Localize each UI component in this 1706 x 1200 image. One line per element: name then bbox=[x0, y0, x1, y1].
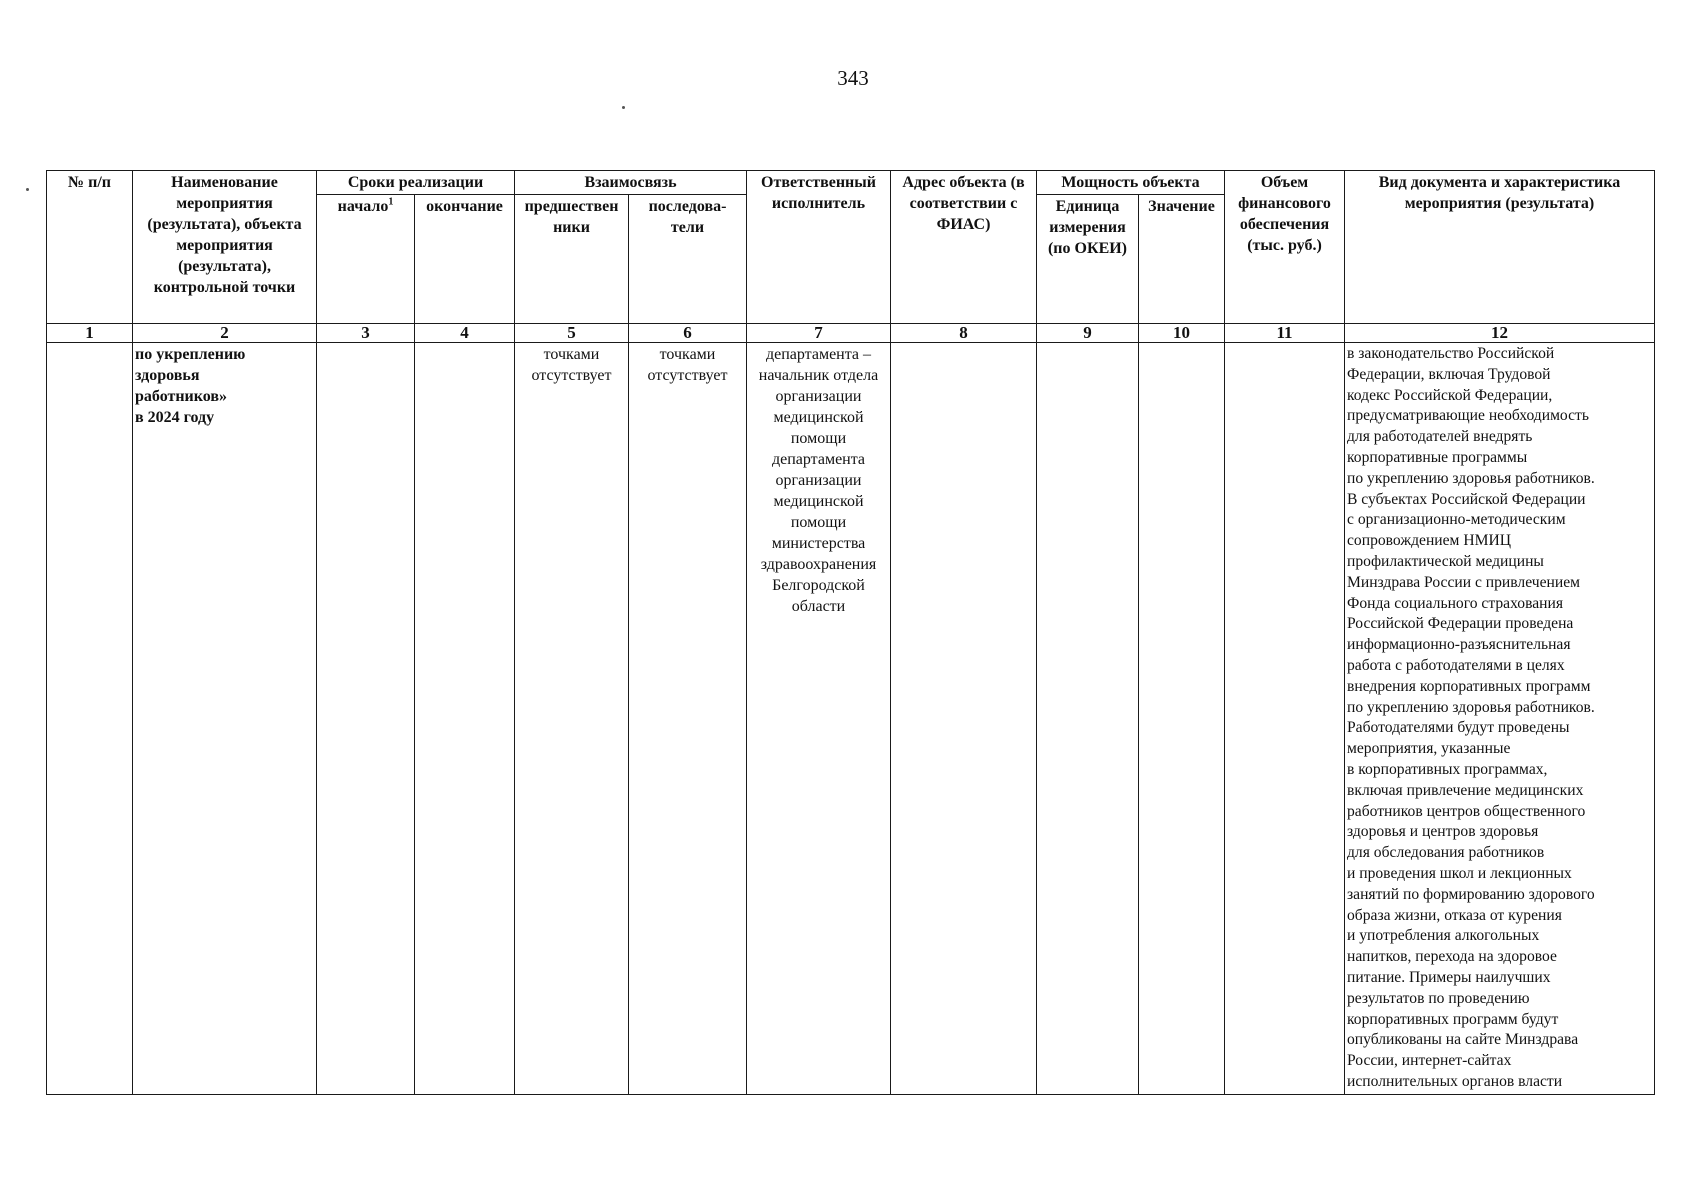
column-number: 11 bbox=[1225, 324, 1345, 343]
column-number: 8 bbox=[891, 324, 1037, 343]
column-number: 10 bbox=[1139, 324, 1225, 343]
header-name: Наименование мероприятия (результата), объекта мероприятия (результата), контрольной точки bbox=[133, 171, 317, 324]
header-row-top bbox=[47, 171, 1655, 195]
header-responsible: Ответственный исполнитель bbox=[747, 171, 891, 324]
page-number: 343 bbox=[837, 66, 869, 90]
column-number: 2 bbox=[133, 324, 317, 343]
header-start-label: начало bbox=[337, 198, 389, 215]
cell-unit bbox=[1037, 343, 1139, 1095]
cell-responsible: департамента – начальник отдела организации медицинской помощи департамента организации медицинской помощи министерства здравоохранения Белгородской области bbox=[747, 343, 891, 1095]
header-start bbox=[317, 195, 415, 324]
cell-end bbox=[415, 343, 515, 1095]
column-number: 9 bbox=[1037, 324, 1139, 343]
table-row bbox=[47, 343, 1655, 1095]
header-value: Значение bbox=[1139, 195, 1225, 324]
header-predecessors: предшествен ники bbox=[515, 195, 629, 324]
column-number: 7 bbox=[747, 324, 891, 343]
column-number: 5 bbox=[515, 324, 629, 343]
header-financing: Объем финансового обеспечения (тыс. руб.) bbox=[1225, 171, 1345, 324]
header-group-terms: Сроки реализации bbox=[317, 171, 515, 195]
header-document-type: Вид документа и характеристика мероприятия (результата) bbox=[1345, 171, 1655, 324]
scan-speck bbox=[26, 188, 29, 191]
cell-predecessors: точками отсутствует bbox=[515, 343, 629, 1095]
column-number-row bbox=[47, 324, 1655, 343]
cell-document-description: в законодательство Российской Федерации, включая Трудовой кодекс Российской Федерации, предусматривающие необходимость для работодателей внедрять корпоративные программы по укреплению здоровья работников. В субъектах Российской Федерации с организационно-методическим сопровождением НМИЦ профилактической медицины Минздрава России с привлечением Фонда социального страхования Российской Федерации проведена информационно-разъяснительная работа с работодателями в целях внедрения корпоративных программ по укреплению здоровья работников. Работодателями будут проведены мероприятия, указанные в корпоративных программах, включая привлечение медицинских работников центров общественного здоровья и центров здоровья для обследования работников и проведения школ и лекционных занятий по формированию здорового образа жизни, отказа от курения и употребления алкогольных напитков, перехода на здоровое питание. Примеры наилучших результатов по проведению корпоративных программ будут опубликованы на сайте Минздрава России, интернет-сайтах исполнительных органов власти bbox=[1345, 343, 1655, 1095]
column-number: 4 bbox=[415, 324, 515, 343]
activities-table bbox=[46, 170, 1655, 1095]
header-number: № п/п bbox=[47, 171, 133, 324]
cell-activity-name: по укреплению здоровья работников» в 2024 году bbox=[133, 343, 317, 1095]
column-number: 3 bbox=[317, 324, 415, 343]
header-group-relation: Взаимосвязь bbox=[515, 171, 747, 195]
header-address: Адрес объекта (в соответствии с ФИАС) bbox=[891, 171, 1037, 324]
footnote-marker: 1 bbox=[388, 196, 394, 208]
column-number: 12 bbox=[1345, 324, 1655, 343]
cell-address bbox=[891, 343, 1037, 1095]
cell-number bbox=[47, 343, 133, 1095]
header-end: окончание bbox=[415, 195, 515, 324]
column-number: 1 bbox=[47, 324, 133, 343]
cell-financing bbox=[1225, 343, 1345, 1095]
header-successors: последова- тели bbox=[629, 195, 747, 324]
scan-speck bbox=[622, 106, 625, 109]
header-group-capacity: Мощность объекта bbox=[1037, 171, 1225, 195]
cell-successors: точками отсутствует bbox=[629, 343, 747, 1095]
column-number: 6 bbox=[629, 324, 747, 343]
cell-start bbox=[317, 343, 415, 1095]
cell-value bbox=[1139, 343, 1225, 1095]
header-unit: Единица измерения (по ОКЕИ) bbox=[1037, 195, 1139, 324]
